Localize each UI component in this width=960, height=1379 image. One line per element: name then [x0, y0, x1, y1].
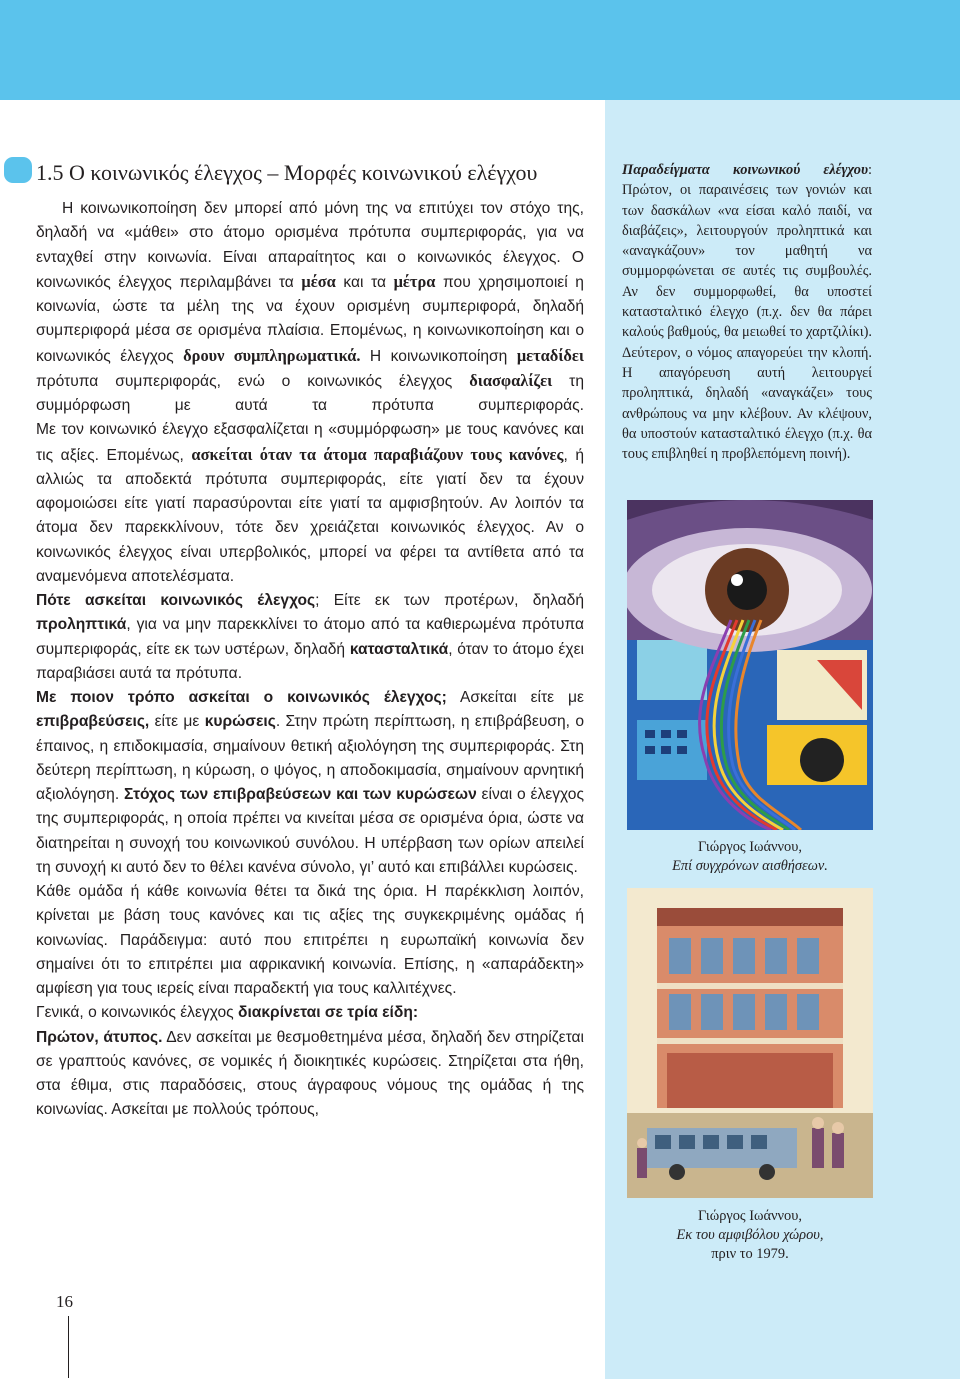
- figure-1-caption: Γιώργος Ιωάννου, Επί συγχρόνων αισθήσεων.: [672, 839, 828, 874]
- paragraph-2: Με τον κοινωνικό έλεγχο εξασφαλίζεται η «συμμόρφωση» με τους κανόνες και τις αξίες. Επομένως, ασκείται όταν τα άτομα παραβιάζουν τους κανόνες, ή αλλιώς τα αποδεκτά πρότυπα συμπεριφοράς, είτε γιατί δεν τα έχουν αφομοιώσει είτε γιατί παρασύρονται είτε γιατί τα αμφισβητούν. Αν λοιπόν τα άτομα δεν παρεκκλίνουν, τότε δεν χρειάζεται κοινωνικός έλεγχος. Αν ο κοινωνικός έλεγχος είναι υπερβολικός, μπορεί να φέρει τα αντίθετα από τα αναμενόμενα αποτελέσματα.: [36, 421, 585, 585]
- section-title: 1.5 Ο κοινωνικός έλεγχος – Μορφές κοινωνικού ελέγχου: [36, 160, 538, 185]
- painting-eye-image: [627, 500, 873, 830]
- section-marker-icon: [4, 157, 32, 183]
- paragraph-3: Πότε ασκείται κοινωνικός έλεγχος; Είτε εκ των προτέρων, δηλαδή προληπτικά, για να μην παρεκκλίνει το άτομο από τα καθιερωμένα πρότυπα συμπεριφοράς, είτε εκ των υστέρων, δηλαδή κατασταλτικά, όταν το άτομο έχει παραβιάσει αυτά τα πρότυπα.: [36, 592, 584, 682]
- paragraph-1: Η κοινωνικοποίηση δεν μπορεί από μόνη της να επιτύχει τον στόχο της, δηλαδή να «μάθει» στο άτομο ορισμένα πρότυπα συμπεριφοράς, για να ενταχθεί στην κοινωνία. Είναι απαραίτητος και ο κοινωνικός έλεγχος. Ο κοινωνικός έλεγχος περιλαμβάνει τα μέσα και τα μέτρα που χρησιμοποιεί η κοινωνία, ώστε τα μέλη της να έχουν ορισμένη συμπεριφορά, δηλαδή συμπεριφορά μέσα σε ορισμένα πλαίσια. Επομένως, η κοινωνικοποίηση και ο κοινωνικός έλεγχος δρουν συμπληρωματικά. Η κοινωνικοποίηση μεταδίδει πρότυπα συμπεριφοράς, ενώ ο κοινωνικός έλεγχος διασφαλίζει τη συμμόρφωση με αυτά τα πρότυπα συμπεριφοράς.: [36, 200, 584, 414]
- page-number: 16: [56, 1292, 73, 1311]
- main-text: [36, 197, 584, 1123]
- painting-building-image: [627, 888, 873, 1198]
- paragraph-5: Κάθε ομάδα ή κάθε κοινωνία θέτει τα δικά της όρια. Η παρέκκλιση λοιπόν, κρίνεται με βάση τους κανόνες και τις αξίες της συγκεκριμένης ομάδας ή κοινωνίας. Παράδειγμα: αυτό που επιτρέπει η ευρωπαϊκή κοινωνία δεν σημαίνει ότι το επιτρέπει μια αφρικανική κοινωνία. Επίσης, η «απαράδεκτη» αμφίεση για τους ιερείς είναι παραδεκτή για τους καλλιτέχνες.: [36, 883, 584, 997]
- paragraph-7: Πρώτον, άτυπος. Δεν ασκείται με θεσμοθετημένα μέσα, δηλαδή δεν στηρίζεται σε γραπτούς κανόνες, σε νομικές ή διοικητικές κυρώσεις. Στηρίζεται στα ήθη, στα έθιμα, στις παραδόσεις, στους άγραφους νόμους της ομάδας ή της κοινωνίας. Ασκείται με πολλούς τρόπους,: [36, 1028, 584, 1119]
- figure-2-caption: Γιώργος Ιωάννου, Εκ του αμφιβόλου χώρου, πριν το 1979.: [676, 1208, 824, 1262]
- painting-building-illustration: [627, 888, 873, 1198]
- header-band: [0, 0, 960, 100]
- page-number-rule: [68, 1316, 69, 1378]
- painting-eye-illustration: [627, 500, 873, 830]
- sidebar-text: Παραδείγματα κοινωνικού ελέγχου: Πρώτον, οι παραινέσεις των γονιών και των δασκάλων «να είσαι καλό παιδί, να διαβάζεις», λειτουργούν προληπτικά και «αναγκάζουν» τον μαθητή να συμμορφώνεται σε αυτές τις συμβουλές. Αν δεν συμμορφωθεί, θα υποστεί κατασταλτικό έλεγχο (π.χ. δεν θα πάρει καλούς βαθμούς, θα μειωθεί το χαρτζιλίκι). Δεύτερον, ο νόμος απαγορεύει την κλοπή. Η απαγόρευση αυτή λειτουργεί προληπτικά, δηλαδή «αναγκάζει» τους ανθρώπους να μην κλέβουν. Αν κλέψουν, θα υποστούν κατασταλτικό έλεγχο (π.χ. θα τους επιβληθεί η προβλεπόμενη ποινή).: [622, 162, 872, 463]
- paragraph-4: Με ποιον τρόπο ασκείται ο κοινωνικός έλεγχος; Ασκείται είτε με επιβραβεύσεις, είτε με κυρώσεις. Στην πρώτη περίπτωση, η επιβράβευση, ο έπαινος, η επιδοκιμασία, σημαίνουν θετική αξιολόγηση της συμπεριφοράς. Στη δεύτερη περίπτωση, η κύρωση, ο ψόγος, η αποδοκιμασία, σημαίνουν αρνητική αξιολόγηση. Στόχος των επιβραβεύσεων και των κυρώσεων είναι ο έλεγχος της συμπεριφοράς, η οποία πρέπει να κινείται μέσα σε ορισμένα όρια, ώστε να διατηρείται η συνοχή του κοινωνικού συνόλου. Η υπέρβαση των ορίων απειλεί τη συνοχή κι αυτό δεν το θέλει κανένα σύνολο, γι’ αυτό και επιβάλλει κυρώσεις.: [36, 689, 585, 876]
- paragraph-6: Γενικά, ο κοινωνικός έλεγχος διακρίνεται σε τρία είδη:: [36, 1004, 419, 1022]
